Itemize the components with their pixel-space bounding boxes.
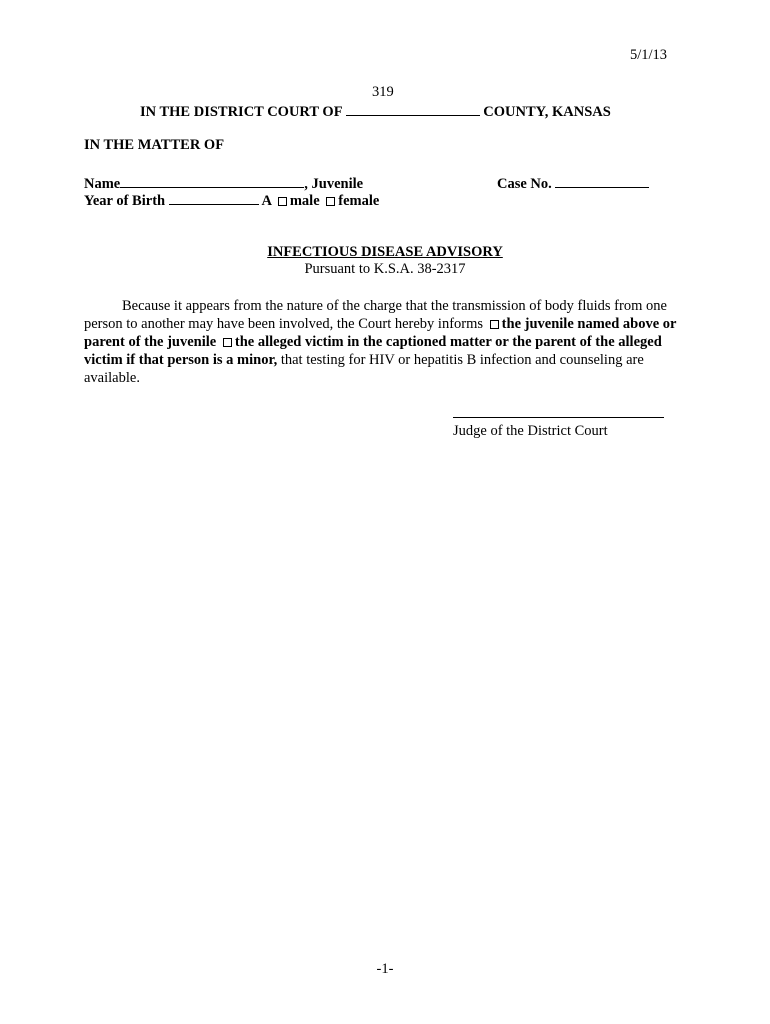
name-field[interactable] <box>120 173 304 188</box>
name-label: Name <box>84 176 121 192</box>
birth-label: Year of Birth <box>84 193 166 209</box>
advisory-intro: Because it appears from the nature of the charge that the transmission of body fluids from one person to another may have been involved, the Court hereby informs <box>84 298 667 332</box>
document-title-row <box>0 244 770 261</box>
judge-signature-line[interactable] <box>453 417 664 418</box>
male-label: male <box>289 193 320 209</box>
advisory-paragraph <box>84 297 684 387</box>
female-label: female <box>338 193 380 209</box>
advisory-closing: that testing for HIV or hepatitis B infection and counseling are available. <box>84 352 644 386</box>
female-checkbox[interactable] <box>326 197 335 206</box>
court-caption <box>140 101 611 121</box>
page-number: -1- <box>376 961 394 977</box>
form-date: 5/1/13 <box>629 47 667 63</box>
case-row <box>497 173 649 193</box>
document-title: INFECTIOUS DISEASE ADVISORY <box>267 244 503 260</box>
form-number: 319 <box>372 84 394 100</box>
victim-option-checkbox[interactable] <box>223 338 232 347</box>
victim-option-label: the alleged victim in the captioned matter or the parent of the alleged victim if that person is a minor, <box>84 334 662 368</box>
court-prefix: IN THE DISTRICT COURT OF <box>140 104 343 120</box>
birth-suffix: A <box>261 193 272 209</box>
case-number-field[interactable] <box>555 173 649 188</box>
county-field[interactable] <box>346 101 480 116</box>
judge-signature-label: Judge of the District Court <box>453 423 608 439</box>
birth-row <box>84 190 379 210</box>
juvenile-option-label: the juvenile named above or parent of the juvenile <box>84 316 677 350</box>
document-subtitle: Pursuant to K.S.A. 38-2317 <box>304 261 466 277</box>
case-label: Case No. <box>497 176 552 192</box>
birth-year-field[interactable] <box>169 190 259 205</box>
court-suffix: COUNTY, KANSAS <box>483 104 611 120</box>
juvenile-label: , Juvenile <box>304 176 364 192</box>
matter-heading: IN THE MATTER OF <box>84 137 225 153</box>
juvenile-option-checkbox[interactable] <box>490 320 499 329</box>
male-checkbox[interactable] <box>278 197 287 206</box>
